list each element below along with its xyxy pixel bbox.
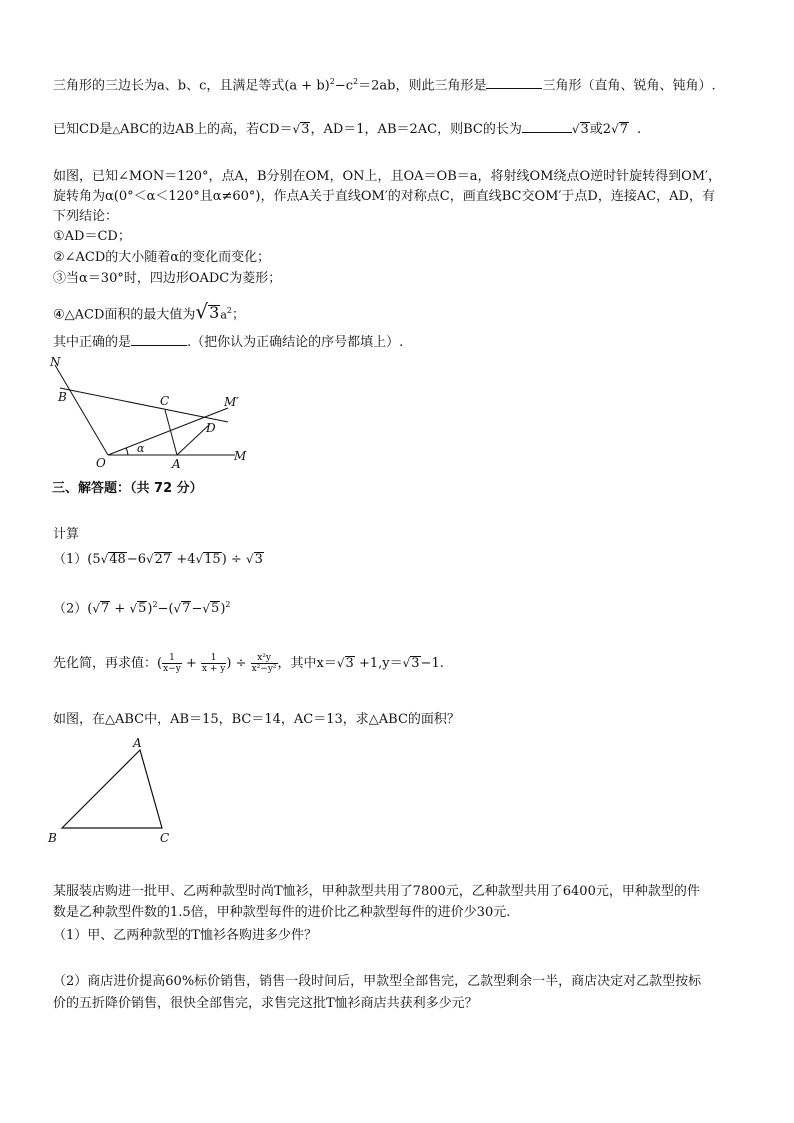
q4-sup: 2 <box>152 600 158 609</box>
sqrt-symbol: √ <box>195 552 204 566</box>
radicand: 3 <box>301 122 310 137</box>
q1-text: 三角形的三边长为a、b、c，且满足等式(a + b) <box>53 78 330 94</box>
fraction <box>201 653 226 674</box>
fraction <box>251 653 278 674</box>
sqrt-symbol: √ <box>611 122 619 136</box>
q2-text: 已知CD是 <box>53 122 113 137</box>
radicand: 7 <box>182 601 191 617</box>
radicand: 3 <box>411 656 420 671</box>
q4-part2 <box>53 596 231 618</box>
q4-part1 <box>53 550 264 569</box>
q7-part1: （1）甲、乙两种款型的T恤衫各购进多少件？ <box>53 928 317 943</box>
conclusion-text: ∠ACD的大小随着α的变化而变化； <box>64 250 271 265</box>
q1-text: −c <box>334 78 354 94</box>
q3-text: 其中正确的是 <box>53 335 132 350</box>
conclusion-text: △ACD面积的最大值为 <box>64 307 196 323</box>
part-label: （2） <box>53 601 88 617</box>
sqrt-symbol: √ <box>571 122 580 136</box>
expr: ) <box>147 601 153 617</box>
numerator: 1 <box>201 653 226 664</box>
q4-title: 计算 <box>53 527 80 542</box>
sqrt-symbol: √ <box>100 552 109 566</box>
sqrt-symbol: √ <box>173 601 182 616</box>
q5-line <box>53 653 444 674</box>
denominator: x²−y² <box>251 664 277 674</box>
triangle-symbol: △ <box>112 125 121 136</box>
conclusion-number: ④ <box>53 307 65 323</box>
expr: −6 <box>126 552 146 567</box>
q6-line: 如图，在△ABC中，AB＝15，BC＝14，AC＝13，求△ABC的面积？ <box>53 712 460 727</box>
q1-sup: 2 <box>329 77 335 86</box>
sqrt-symbol: √ <box>202 601 211 616</box>
sqrt-symbol: √ <box>402 656 411 670</box>
label-alpha: α <box>137 442 145 455</box>
label-b: B <box>58 390 67 404</box>
expr: − <box>191 601 203 617</box>
expr: ) ÷ <box>221 552 246 567</box>
q5-text: ) ÷ <box>226 656 251 671</box>
radicand: 3 <box>209 303 220 323</box>
q5-text: + <box>181 656 201 671</box>
expr: + <box>110 601 130 617</box>
section-title: 三、解答题：（共 72 分） <box>52 481 203 496</box>
q2-text: ABC的边AB上的高，若CD＝ <box>120 122 293 137</box>
sqrt-symbol: √ <box>336 656 345 670</box>
q7-part2-line1: （2）商店进价提高60%标价销售，销售一段时间后，甲款型全部售完，乙款型剩余一半，商店决定对乙款型按标 <box>53 974 702 989</box>
conclusion-text: AD＝CD； <box>64 229 131 244</box>
label-m: M <box>234 449 247 463</box>
angle-alpha-arc <box>126 448 128 455</box>
q4-sup: 2 <box>225 600 231 609</box>
radicand: 3 <box>254 552 263 567</box>
radicand: 15 <box>204 552 221 567</box>
q2-text: 或2 <box>589 122 612 137</box>
conclusion-text: ； <box>232 307 246 323</box>
expr: −( <box>157 601 174 617</box>
expr: ( <box>87 601 93 617</box>
radicand: 5 <box>211 601 220 617</box>
radicand: 27 <box>154 552 172 567</box>
expr: +4 <box>172 552 196 567</box>
numerator: 1 <box>162 653 182 664</box>
sqrt-symbol: √ <box>129 601 138 616</box>
conclusion-number: ③ <box>53 271 67 286</box>
q1-text: ＝2ab，则此三角形是 <box>358 78 487 94</box>
q3-line2: 旋转角为α(0°＜α＜120°且α≠60°)，作点A关于直线OM′的对称点C，画直线BC交OM′于点D，连接AC，AD，有 <box>53 189 715 204</box>
q7-line2: 数是乙种款型件数的1.5倍，甲种款型每件的进价比乙种款型每件的进价少30元. <box>53 905 511 920</box>
conclusion-number: ① <box>53 229 65 244</box>
q2-text: . <box>637 122 642 137</box>
label-c: C <box>160 831 170 845</box>
q7-line1: 某服装店购进一批甲、乙两种款型时尚T恤衫，甲种款型共用了7800元，乙种款型共用了6400元，甲种款型的件 <box>53 884 700 899</box>
q3-line3: 下列结论： <box>53 209 119 224</box>
label-a: A <box>172 457 181 471</box>
q7-part2-line2: 价的五折降价销售，很快全部售完，求售完这批T恤衫商店共获利多少元？ <box>53 996 478 1011</box>
label-a: A <box>133 736 142 750</box>
q5-text: 先化简，再求值：( <box>53 656 163 671</box>
denominator: x + y <box>201 664 226 674</box>
sqrt-symbol: √ <box>92 601 101 616</box>
numerator: x²y <box>251 653 278 664</box>
q3-text: .（把你认为正确结论的序号都填上）. <box>187 335 404 350</box>
q1-sup: 2 <box>353 77 359 86</box>
radicand: 48 <box>109 552 126 567</box>
q2-text: ，AD＝1，AB＝2AC，则BC的长为 <box>310 122 522 137</box>
q5-text: −1. <box>420 656 444 671</box>
conclusion-number: ② <box>53 250 65 265</box>
sqrt-symbol: √ <box>146 552 154 566</box>
radicand: 7 <box>101 601 110 617</box>
fraction <box>162 653 182 674</box>
expr: (5 <box>87 552 101 567</box>
q3-line1: 如图，已知∠MON＝120°，点A，B分别在OM，ON上，且OA＝OB＝a，将射线OM绕点O逆时针旋转得到OM′， <box>53 169 722 184</box>
conclusion-text: 当α＝30°时，四边形OADC为菱形； <box>66 271 282 286</box>
triangle-abc <box>62 750 162 828</box>
radicand: 3 <box>580 122 589 137</box>
label-n: N <box>50 355 61 369</box>
sqrt-symbol: √ <box>245 552 254 566</box>
sqrt-symbol: √ <box>292 122 301 136</box>
label-m-prime: M′ <box>224 395 240 409</box>
q3-sup: 2 <box>226 306 233 315</box>
label-o: O <box>96 456 106 470</box>
ray-on <box>55 365 108 455</box>
radicand: 5 <box>138 601 147 617</box>
label-b: B <box>48 831 57 845</box>
q5-text: +1,y＝ <box>354 656 403 671</box>
denominator: x−y <box>163 664 181 674</box>
label-d: D <box>206 421 216 435</box>
sqrt-symbol: √ <box>195 299 209 324</box>
q5-text: ，其中x＝ <box>277 656 337 671</box>
radicand: 7 <box>619 122 628 137</box>
expr: ) <box>220 601 226 617</box>
label-c: C <box>160 394 170 408</box>
conclusion-text: a <box>220 308 227 322</box>
q1-text: 三角形（直角、锐角、钝角）. <box>542 78 716 94</box>
radicand: 3 <box>345 656 354 671</box>
part-label: （1） <box>53 552 88 567</box>
